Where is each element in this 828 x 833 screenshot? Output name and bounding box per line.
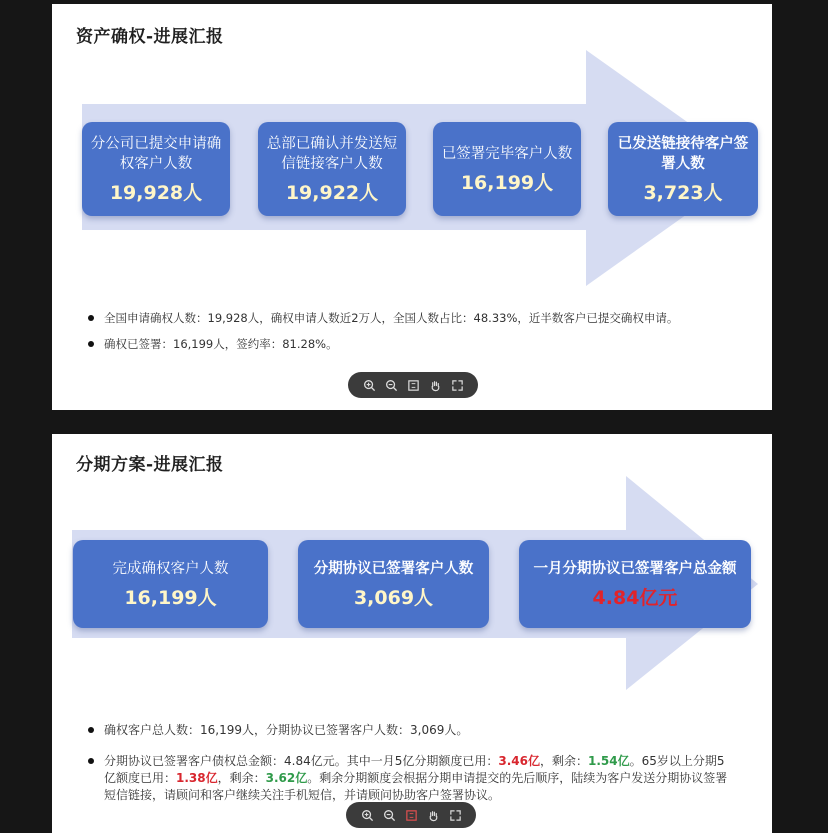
box-value: 3,723人	[643, 181, 723, 204]
bullet-list	[88, 722, 732, 814]
box-label: 已签署完毕客户人数	[441, 145, 573, 162]
box-label: 已发送链接待客户签署人数	[617, 135, 749, 172]
slide-asset-confirmation	[52, 4, 772, 410]
slide-title: 资产确权-进展汇报	[76, 27, 224, 47]
box-installment-signed-customers	[298, 540, 489, 628]
box-total-signed-amount	[519, 540, 751, 628]
bullet-list	[88, 310, 732, 362]
box-label: 总部已确认并发送短信链接客户人数	[266, 135, 398, 172]
remaining-amount-65plus: 3.62亿	[265, 771, 308, 785]
box-submitted-applications	[82, 122, 230, 216]
box-confirmed-customers	[73, 540, 268, 628]
pan-hand-icon[interactable]	[425, 807, 441, 823]
remaining-amount-jan: 1.54亿	[587, 754, 630, 768]
box-signed-customers	[433, 122, 581, 216]
box-label: 分公司已提交申请确权客户人数	[90, 135, 222, 172]
box-value: 19,928人	[109, 181, 203, 204]
fit-page-icon[interactable]	[405, 377, 421, 393]
slide-title: 分期方案-进展汇报	[76, 455, 224, 475]
box-label: 完成确权客户人数	[112, 560, 229, 577]
zoom-out-icon[interactable]	[383, 377, 399, 393]
zoom-in-icon[interactable]	[361, 377, 377, 393]
box-label: 分期协议已签署客户人数	[313, 560, 474, 577]
bullet-item: 全国申请确权人数：19,928人，确权申请人数近2万人，全国人数占比：48.33%，近半数客户已提交确权申请。	[88, 310, 732, 326]
box-pending-signature	[608, 122, 758, 216]
slide-installment-plan	[52, 434, 772, 833]
bullet-item: 确权已签署：16,199人，签约率：81.28%。	[88, 336, 732, 352]
box-value: 3,069人	[353, 586, 434, 609]
viewer-toolbar	[346, 802, 476, 828]
bullet-text: ，剩余：	[217, 771, 266, 785]
bullet-text: ，剩余：	[539, 754, 588, 768]
used-amount-jan: 3.46亿	[498, 754, 540, 768]
zoom-in-icon[interactable]	[359, 807, 375, 823]
pan-hand-icon[interactable]	[427, 377, 443, 393]
fullscreen-icon[interactable]	[447, 807, 463, 823]
fit-page-icon[interactable]	[403, 807, 419, 823]
bullet-text: 。剩余分期额度会根据分期申请提交的先后顺序，陆续为客户发送分期协议签署短信链接，请顾问和客户继续关注手机短信，并请顾问协助客户签署协议。	[104, 771, 728, 802]
box-value: 16,199人	[460, 171, 554, 194]
zoom-out-icon[interactable]	[381, 807, 397, 823]
bullet-item	[88, 753, 732, 804]
used-amount-65plus: 1.38亿	[176, 771, 218, 785]
box-confirmed-sms-sent	[258, 122, 406, 216]
box-value: 4.84亿元	[592, 586, 678, 609]
fullscreen-icon[interactable]	[449, 377, 465, 393]
bullet-text: 分期协议已签署客户债权总金额：4.84亿元。其中一月5亿分期额度已用：	[104, 754, 499, 768]
viewer-toolbar	[348, 372, 478, 398]
box-value: 19,922人	[285, 181, 379, 204]
bullet-item: 确权客户总人数：16,199人，分期协议已签署客户人数：3,069人。	[88, 722, 732, 739]
box-label: 一月分期协议已签署客户总金额	[533, 560, 737, 577]
box-value: 16,199人	[124, 586, 217, 609]
bullet-text: 。65岁以上分期5亿额度已用：	[104, 754, 725, 785]
